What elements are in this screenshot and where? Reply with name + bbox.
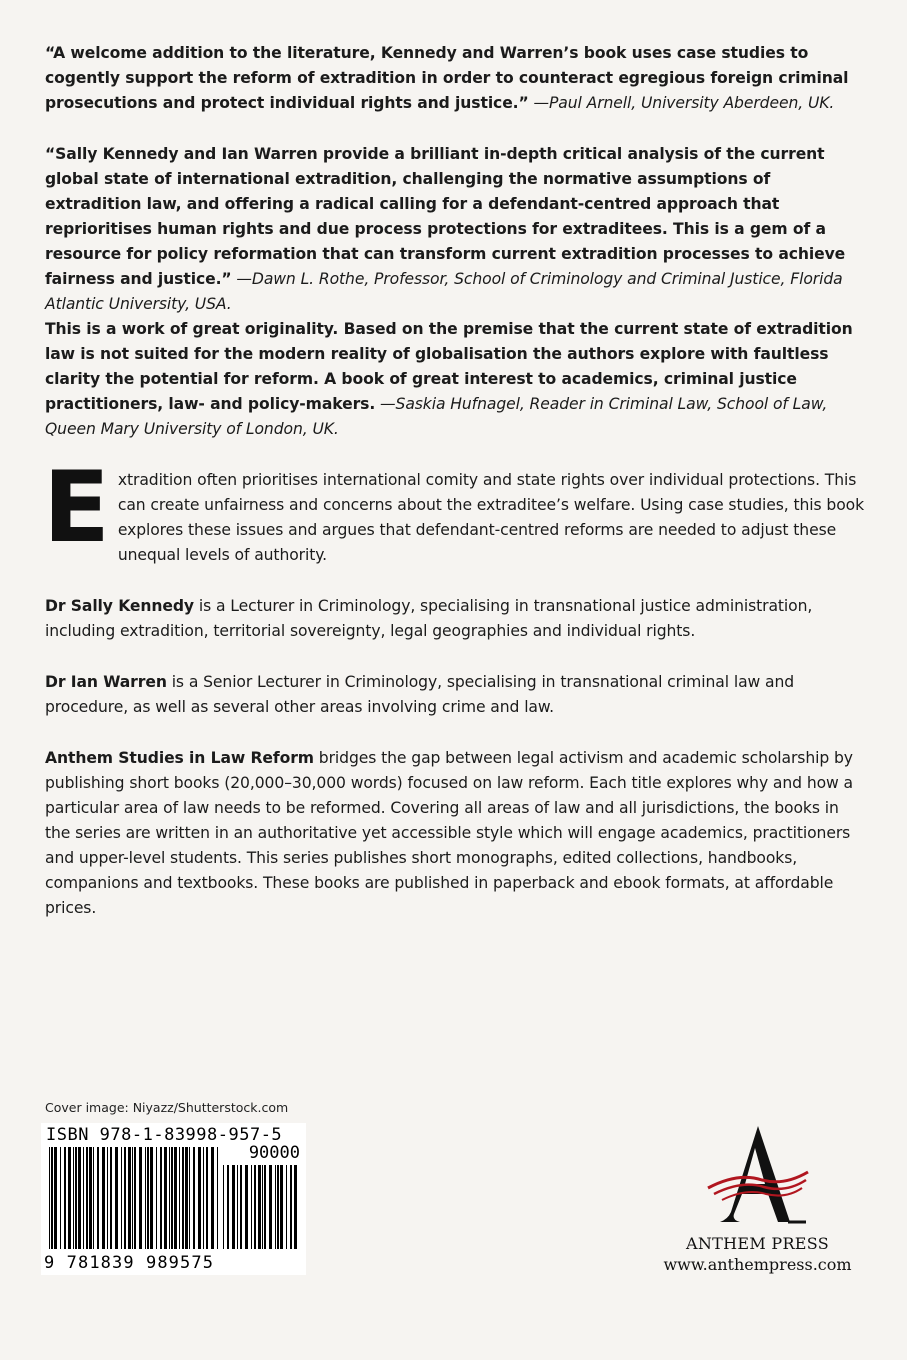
barcode-bar <box>237 1165 238 1249</box>
barcode-bar <box>110 1147 112 1249</box>
barcode-bar <box>251 1165 252 1249</box>
barcode-bar <box>290 1165 292 1249</box>
author-bio-1 <box>45 594 865 644</box>
author-bio-2 <box>45 670 865 720</box>
barcode-bar <box>275 1165 276 1249</box>
author-name: Dr Sally Kennedy <box>45 597 194 615</box>
barcode-bar <box>115 1147 118 1249</box>
barcode-bar <box>262 1165 263 1249</box>
barcode-bar <box>240 1165 242 1249</box>
price-code: 90000 <box>248 1143 300 1163</box>
barcode-bar <box>78 1147 81 1249</box>
barcode-bar <box>286 1165 287 1249</box>
isbn-barcode <box>41 1123 306 1275</box>
barcode-bar <box>179 1147 180 1249</box>
isbn-text: ISBN 978-1-83998-957-5 <box>46 1125 283 1145</box>
barcode-bar <box>147 1147 149 1249</box>
barcode-bar <box>121 1147 122 1249</box>
publisher-name: ANTHEM PRESS <box>685 1234 830 1253</box>
barcode-bar <box>73 1147 74 1249</box>
barcode-bar <box>51 1147 53 1249</box>
barcode-bar <box>124 1147 126 1249</box>
barcode-bar <box>139 1147 142 1249</box>
barcode-bar <box>206 1147 208 1249</box>
barcode-bar <box>64 1147 66 1249</box>
review-quote-text: This is a work of great originality. Based on the premise that the current state of extradition law is not suited for the modern reality of globalisation the authors explore with faultless clarity the potential for reform. A book of great interest to academics, criminal justice practitioners, law- and policy-makers. <box>45 320 853 413</box>
barcode-bar <box>258 1165 261 1249</box>
barcode-bar <box>49 1147 50 1249</box>
barcode-bar <box>60 1147 61 1249</box>
cover-image-credit: Cover image: Niyazz/Shutterstock.com <box>45 1100 289 1115</box>
review-attribution: —Dawn L. Rothe, Professor, School of Criminology and Criminal Justice, Florida Atlantic University, USA. <box>45 270 843 313</box>
blurb-text: xtradition often prioritises international comity and state rights over individual protections. This can create unfairness and concerns about the extraditee’s welfare. Using case studies, this book explores these issues and argues that defendant-centred reforms are needed to adjust these unequal levels of authority. <box>117 471 865 564</box>
barcode-bar <box>102 1147 105 1249</box>
barcode-bar <box>145 1147 146 1249</box>
review-quote-3 <box>45 317 865 442</box>
barcode-bar <box>97 1147 99 1249</box>
barcode-bar <box>182 1147 184 1249</box>
book-blurb <box>43 451 865 568</box>
review-quote-text: “Sally Kennedy and Ian Warren provide a brilliant in-depth critical analysis of the current global state of international extradition, challenging the normative assumptions of extradition law, and offering a radical calling for a defendant-centred approach that reprioritises human rights and due process protections for extraditees. This is a gem of a resource for policy reformation that can transform current extradition processes to achieve fairness and justice.” <box>45 145 846 288</box>
review-attribution: —Paul Arnell, University Aberdeen, UK. <box>528 94 835 112</box>
barcode-bar <box>277 1165 279 1249</box>
barcode-bar <box>203 1147 204 1249</box>
barcode-bar <box>269 1165 272 1249</box>
review-attribution: —Saskia Hufnagel, Reader in Criminal Law, School of Law, Queen Mary University of London, UK. <box>45 395 828 438</box>
barcode-bar <box>160 1147 162 1249</box>
publisher-url: www.anthempress.com <box>663 1255 852 1274</box>
author-bio-text: is a Senior Lecturer in Criminology, specialising in transnational criminal law and procedure, as well as several other areas involving crime and law. <box>45 673 795 716</box>
barcode-bar <box>128 1147 131 1249</box>
series-description <box>45 746 865 921</box>
barcode-bars <box>49 1147 221 1249</box>
barcode-bar <box>164 1147 167 1249</box>
barcode-bar <box>223 1165 224 1249</box>
barcode-bar <box>193 1147 195 1249</box>
ean-digits: 9 781839 989575 <box>44 1253 215 1273</box>
barcode-bar <box>150 1147 153 1249</box>
barcode-bar <box>198 1147 201 1249</box>
barcode-bar <box>54 1147 57 1249</box>
review-quote-1 <box>45 41 865 116</box>
barcode-bar <box>93 1147 94 1249</box>
barcode-bar <box>189 1147 190 1249</box>
anthem-logo-icon <box>698 1122 818 1228</box>
publisher-block <box>650 1122 865 1274</box>
barcode-bar <box>227 1165 229 1249</box>
barcode-bar <box>107 1147 108 1249</box>
barcode-bar <box>89 1147 92 1249</box>
barcode-bar <box>264 1165 266 1249</box>
barcode-bar <box>134 1147 136 1249</box>
barcode-bar <box>245 1165 248 1249</box>
barcode-bar <box>211 1147 214 1249</box>
barcode-bar <box>294 1165 297 1249</box>
review-quote-text: “A welcome addition to the literature, Kennedy and Warren’s book uses case studies to cogently support the reform of extradition in order to counteract egregious foreign criminal prosecutions and protect individual rights and justice.” <box>45 44 849 112</box>
review-quote-2 <box>45 142 865 317</box>
price-barcode-bars <box>223 1165 299 1249</box>
barcode-bar <box>280 1165 283 1249</box>
barcode-bar <box>75 1147 77 1249</box>
barcode-bar <box>254 1165 256 1249</box>
barcode-bar <box>171 1147 173 1249</box>
barcode-bar <box>217 1147 218 1249</box>
drop-cap: E <box>43 451 110 565</box>
barcode-bar <box>132 1147 133 1249</box>
author-name: Dr Ian Warren <box>45 673 167 691</box>
series-text: bridges the gap between legal activism and academic scholarship by publishing short books (20,000–30,000 words) focused on law reform. Each title explores why and how a particular area of law needs to be reformed. Covering all areas of law and all jurisdictions, the books in the series are written in an authoritative yet accessible style which will engage academics, practitioners and upper-level students. This series publishes short monographs, edited collections, handbooks, companions and textbooks. These books are published in paperback and ebook formats, at affordable prices. <box>45 749 854 917</box>
barcode-bar <box>174 1147 177 1249</box>
barcode-bar <box>185 1147 188 1249</box>
author-bio-text: is a Lecturer in Criminology, specialising in transnational justice administration, including extradition, territorial sovereignty, legal geographies and individual rights. <box>45 597 813 640</box>
barcode-bar <box>68 1147 71 1249</box>
series-name: Anthem Studies in Law Reform <box>45 749 314 767</box>
barcode-bar <box>169 1147 170 1249</box>
barcode-bar <box>156 1147 157 1249</box>
barcode-bar <box>83 1147 84 1249</box>
barcode-bar <box>86 1147 88 1249</box>
barcode-bar <box>232 1165 235 1249</box>
